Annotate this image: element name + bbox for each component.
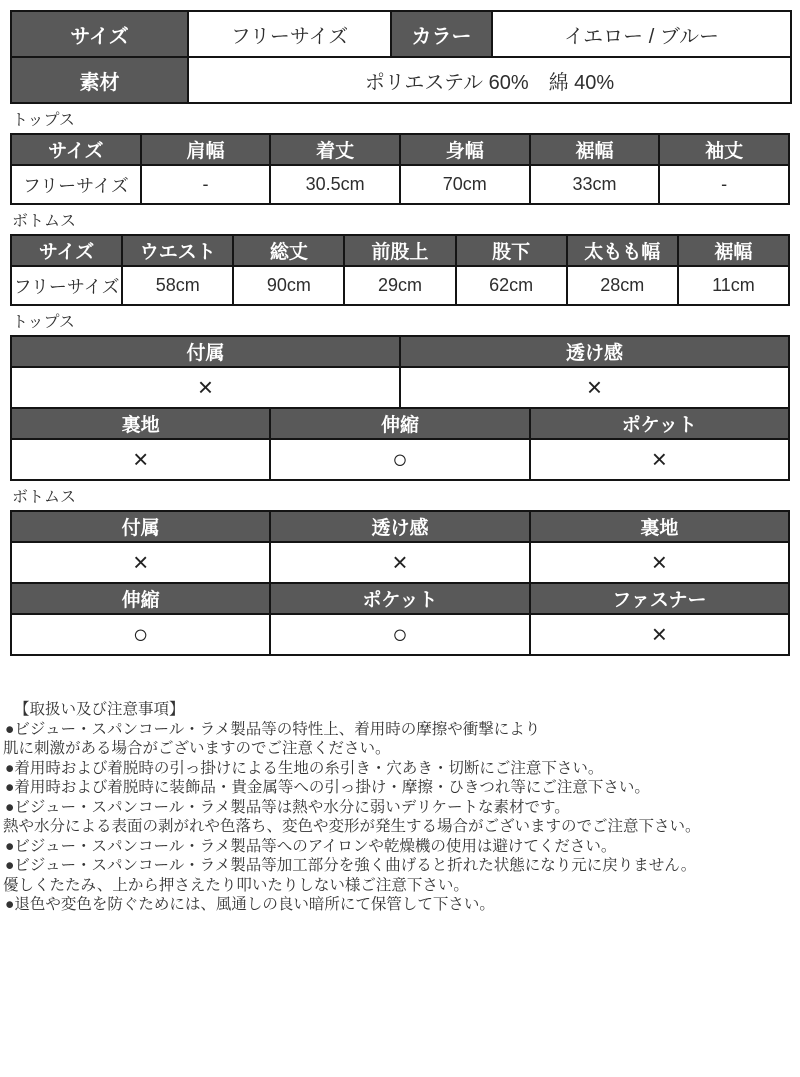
tops-feature-value-cell: × xyxy=(11,439,270,480)
care-note-line: ●ビジュー・スパンコール・ラメ製品等加工部分を強く曲げると折れた状態になり元に戻りません。 xyxy=(5,857,697,874)
size-header-cell: サイズ xyxy=(11,11,188,57)
tops-feature-header-cell: 伸縮 xyxy=(270,408,529,439)
care-note-line: ●着用時および着脱時に装飾品・貴金属等への引っ掛け・摩擦・ひきつれ等にご注意下さい。 xyxy=(5,779,650,796)
tops-features-value-row-2 xyxy=(11,439,789,480)
care-note-line: ●退色や変色を防ぐためには、風通しの良い暗所にて保管して下さい。 xyxy=(5,896,495,913)
care-notes-title: 【取扱い及び注意事項】 xyxy=(14,701,185,718)
tops-measure-header-cell: サイズ xyxy=(11,134,141,165)
bottoms-measure-value-cell: 28cm xyxy=(567,266,678,305)
care-note-line: ●ビジュー・スパンコール・ラメ製品等へのアイロンや乾燥機の使用は避けてください。 xyxy=(5,837,617,855)
tops-measure-header-row xyxy=(11,134,789,165)
tops-measure-header-cell: 裾幅 xyxy=(530,134,660,165)
tops-measure-section-label: トップス xyxy=(12,112,75,129)
bottoms-measure-value-cell: 90cm xyxy=(233,266,344,305)
material-header-cell: 素材 xyxy=(11,57,188,103)
bottoms-feature-value-cell: × xyxy=(530,542,789,583)
bottoms-feature-header-cell: 透け感 xyxy=(270,511,529,542)
bottoms-measure-header-row xyxy=(11,235,789,266)
bottoms-features-header-row-2 xyxy=(11,583,789,614)
tops-measure-value-cell: - xyxy=(141,165,271,204)
tops-feature-header-cell: 透け感 xyxy=(400,336,789,367)
tops-feature-value-cell: × xyxy=(530,439,789,480)
care-note-line: 熱や水分による表面の剥がれや色落ち、変色や変形が発生する場合がございますのでご注意下さい。 xyxy=(3,818,701,835)
care-note-line: ●ビジュー・スパンコール・ラメ製品等の特性上、着用時の摩擦や衝撃により xyxy=(5,720,541,738)
bottoms-feature-value-cell: ○ xyxy=(11,614,270,655)
care-note-line: ●ビジュー・スパンコール・ラメ製品等は熱や水分に弱いデリケートな素材です。 xyxy=(5,798,570,816)
tops-measure-header-cell: 肩幅 xyxy=(141,134,271,165)
bottoms-measure-value-cell: 11cm xyxy=(678,266,789,305)
tops-measure-value-cell: - xyxy=(659,165,789,204)
bottoms-feature-header-cell: 付属 xyxy=(11,511,270,542)
tops-features-header-row-2 xyxy=(11,408,789,439)
bottoms-features-header-row-1 xyxy=(11,511,789,542)
color-value-cell: イエロー / ブルー xyxy=(492,11,791,57)
tops-measure-value-cell: 30.5cm xyxy=(270,165,400,204)
tops-measure-header-cell: 着丈 xyxy=(270,134,400,165)
tops-measurement-table xyxy=(10,133,790,205)
info-row-material xyxy=(11,57,791,103)
bottoms-feature-value-cell: × xyxy=(530,614,789,655)
tops-feature-value-cell: × xyxy=(11,367,400,408)
bottoms-feature-value-cell: × xyxy=(270,542,529,583)
tops-measure-header-cell: 身幅 xyxy=(400,134,530,165)
material-value-cell: ポリエステル 60% 綿 40% xyxy=(188,57,791,103)
bottoms-feature-header-cell: ファスナー xyxy=(530,583,789,614)
bottoms-measure-header-cell: 股下 xyxy=(456,235,567,266)
info-row-size-color xyxy=(11,11,791,57)
tops-measure-value-cell: 33cm xyxy=(530,165,660,204)
bottoms-features-value-row-1 xyxy=(11,542,789,583)
tops-measure-header-cell: 袖丈 xyxy=(659,134,789,165)
bottoms-measure-section-label: ボトムス xyxy=(12,213,77,230)
color-header-cell: カラー xyxy=(391,11,492,57)
info-table xyxy=(10,10,792,104)
bottoms-measure-header-cell: サイズ xyxy=(11,235,122,266)
bottoms-feature-header-cell: 伸縮 xyxy=(11,583,270,614)
tops-measure-value-cell: フリーサイズ xyxy=(11,165,141,204)
bottoms-measure-header-cell: 裾幅 xyxy=(678,235,789,266)
tops-features-section-label: トップス xyxy=(12,314,75,331)
bottoms-measure-value-cell: 58cm xyxy=(122,266,233,305)
tops-feature-value-cell: × xyxy=(400,367,789,408)
care-notes xyxy=(3,700,800,915)
tops-measure-value-cell: 70cm xyxy=(400,165,530,204)
bottoms-measure-header-cell: 太もも幅 xyxy=(567,235,678,266)
care-note-line: ●着用時および着脱時の引っ掛けによる生地の糸引き・穴あき・切断にご注意下さい。 xyxy=(5,759,604,777)
tops-feature-header-cell: 付属 xyxy=(11,336,400,367)
tops-feature-header-cell: ポケット xyxy=(530,408,789,439)
care-note-line: 肌に刺激がある場合がございますのでご注意ください。 xyxy=(3,740,391,757)
bottoms-measure-header-cell: 前股上 xyxy=(344,235,455,266)
bottoms-measure-value-cell: 62cm xyxy=(456,266,567,305)
tops-features-table xyxy=(10,335,790,481)
bottoms-measure-value-cell: フリーサイズ xyxy=(11,266,122,305)
bottoms-measure-header-cell: ウエスト xyxy=(122,235,233,266)
bottoms-feature-value-cell: × xyxy=(11,542,270,583)
bottoms-measure-value-cell: 29cm xyxy=(344,266,455,305)
size-value-cell: フリーサイズ xyxy=(188,11,391,57)
bottoms-measurement-table xyxy=(10,234,790,306)
bottoms-measure-value-row xyxy=(11,266,789,305)
bottoms-measure-header-cell: 総丈 xyxy=(233,235,344,266)
bottoms-feature-value-cell: ○ xyxy=(270,614,529,655)
tops-features-header-row-1 xyxy=(11,336,789,367)
tops-feature-value-cell: ○ xyxy=(270,439,529,480)
tops-measure-value-row xyxy=(11,165,789,204)
tops-features-value-row-1 xyxy=(11,367,789,408)
care-note-line: 優しくたたみ、上から押さえたり叩いたりしない様ご注意下さい。 xyxy=(3,876,469,894)
bottoms-features-section-label: ボトムス xyxy=(12,489,77,506)
bottoms-feature-header-cell: 裏地 xyxy=(530,511,789,542)
tops-feature-header-cell: 裏地 xyxy=(11,408,270,439)
bottoms-features-table xyxy=(10,510,790,656)
bottoms-feature-header-cell: ポケット xyxy=(270,583,529,614)
bottoms-features-value-row-2 xyxy=(11,614,789,655)
